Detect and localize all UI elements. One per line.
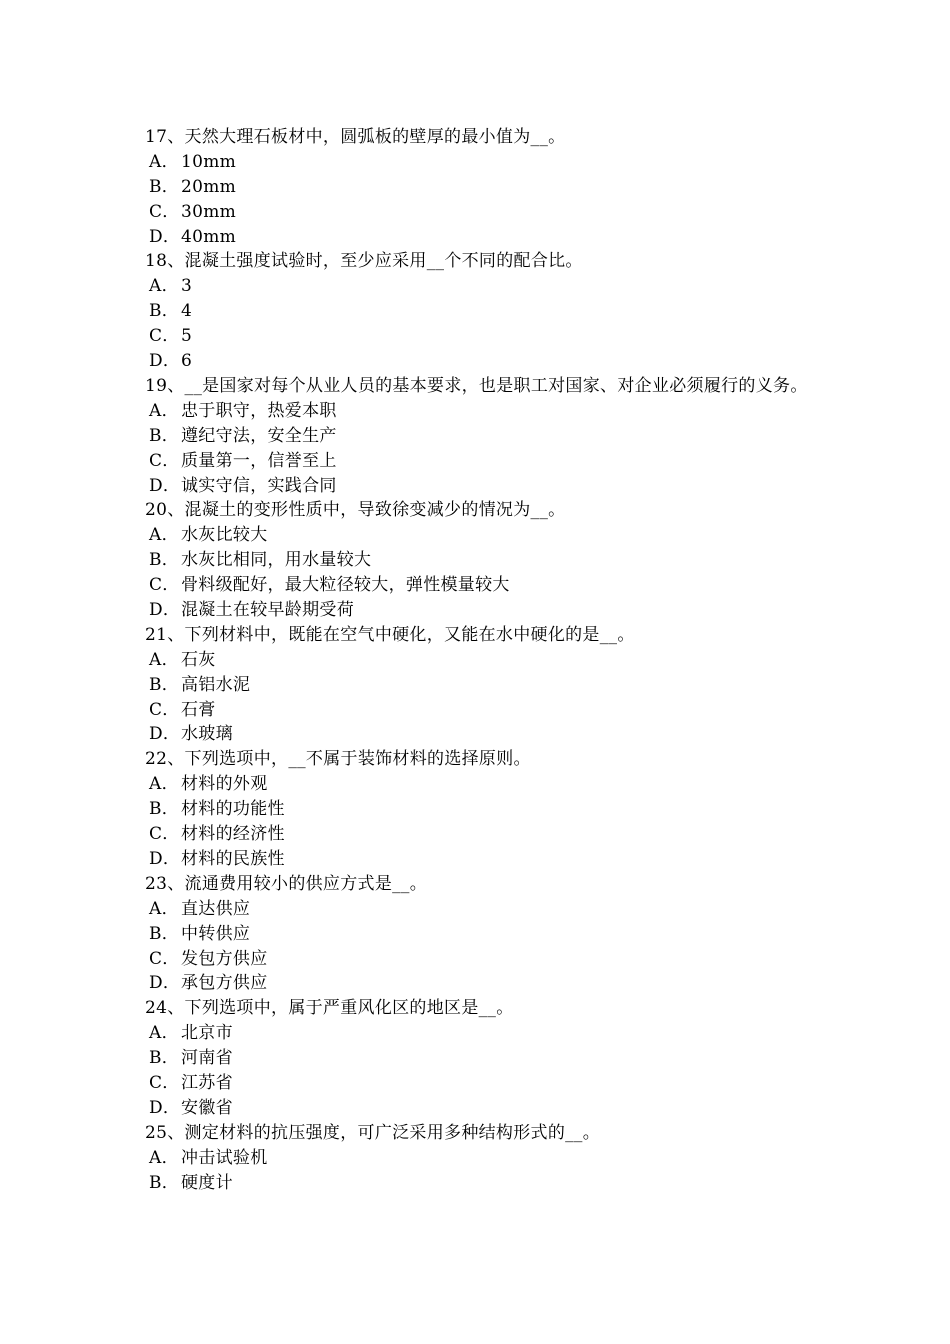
answer-option bbox=[145, 399, 815, 424]
option-letter: A． bbox=[149, 774, 179, 795]
option-letter: C． bbox=[149, 450, 180, 471]
option-text: 30mm bbox=[181, 201, 237, 222]
option-text: 遵纪守法，安全生产 bbox=[181, 425, 337, 446]
option-letter: C． bbox=[149, 1072, 180, 1093]
option-letter: B． bbox=[149, 674, 180, 695]
answer-option bbox=[145, 523, 815, 548]
option-letter: A． bbox=[149, 1023, 179, 1044]
answer-option bbox=[145, 474, 815, 499]
option-text: 4 bbox=[181, 301, 193, 322]
option-letter: B． bbox=[149, 799, 180, 820]
answer-option bbox=[145, 1096, 815, 1121]
question-stem: 17、天然大理石板材中，圆弧板的壁厚的最小值为__。 bbox=[145, 127, 566, 147]
option-text: 40mm bbox=[181, 226, 237, 247]
question-block bbox=[145, 374, 815, 498]
answer-option bbox=[145, 175, 815, 200]
option-text: 5 bbox=[181, 326, 193, 347]
option-text: 质量第一，信誉至上 bbox=[181, 450, 337, 471]
option-letter: A． bbox=[149, 649, 179, 670]
option-text: 河南省 bbox=[181, 1048, 233, 1069]
question-block bbox=[145, 1121, 815, 1196]
question-block bbox=[145, 249, 815, 373]
answer-option bbox=[145, 274, 815, 299]
option-letter: C． bbox=[149, 824, 180, 845]
answer-option bbox=[145, 1021, 815, 1046]
option-text: 北京市 bbox=[181, 1023, 233, 1044]
option-text: 石灰 bbox=[181, 649, 216, 670]
option-letter: B． bbox=[149, 923, 180, 944]
question-block bbox=[145, 498, 815, 622]
answer-option bbox=[145, 648, 815, 673]
question-stem: 21、下列材料中，既能在空气中硬化，又能在水中硬化的是__。 bbox=[145, 624, 635, 645]
answer-option bbox=[145, 971, 815, 996]
option-text: 水灰比较大 bbox=[181, 525, 268, 546]
option-letter: D． bbox=[149, 599, 181, 620]
answer-option bbox=[145, 847, 815, 872]
answer-option bbox=[145, 349, 815, 374]
option-letter: A． bbox=[149, 151, 179, 172]
answer-option bbox=[145, 424, 815, 449]
option-text: 水玻璃 bbox=[181, 724, 233, 745]
option-text: 中转供应 bbox=[181, 923, 251, 944]
question-stem: 25、测定材料的抗压强度，可广泛采用多种结构形式的__。 bbox=[145, 1122, 601, 1143]
option-text: 石膏 bbox=[181, 699, 216, 720]
option-text: 高铝水泥 bbox=[181, 674, 251, 695]
option-text: 诚实守信，实践合同 bbox=[181, 475, 337, 496]
question-block bbox=[145, 872, 815, 996]
answer-option bbox=[145, 449, 815, 474]
option-text: 10mm bbox=[181, 151, 237, 172]
question-block bbox=[145, 996, 815, 1120]
answer-option bbox=[145, 698, 815, 723]
option-letter: D． bbox=[149, 848, 181, 869]
question-block bbox=[145, 623, 815, 747]
answer-option bbox=[145, 324, 815, 349]
option-text: 硬度计 bbox=[181, 1172, 233, 1193]
answer-option bbox=[145, 1146, 815, 1171]
question-list bbox=[145, 125, 815, 1195]
question-block bbox=[145, 747, 815, 871]
option-letter: B． bbox=[149, 1048, 180, 1069]
answer-option bbox=[145, 922, 815, 947]
answer-option bbox=[145, 1046, 815, 1071]
option-text: 冲击试验机 bbox=[181, 1147, 268, 1168]
question-stem: 22、下列选项中，__不属于装饰材料的选择原则。 bbox=[145, 749, 531, 770]
option-text: 混凝土在较早龄期受荷 bbox=[181, 599, 354, 620]
answer-option bbox=[145, 1071, 815, 1096]
option-text: 6 bbox=[181, 351, 193, 372]
option-letter: B． bbox=[149, 550, 180, 571]
option-letter: D． bbox=[149, 973, 181, 994]
option-text: 材料的功能性 bbox=[181, 799, 285, 820]
answer-option bbox=[145, 299, 815, 324]
option-text: 水灰比相同，用水量较大 bbox=[181, 550, 372, 571]
option-letter: A． bbox=[149, 276, 179, 297]
answer-option bbox=[145, 1171, 815, 1196]
option-letter: D． bbox=[149, 1097, 181, 1118]
option-letter: B． bbox=[149, 1172, 180, 1193]
option-text: 材料的外观 bbox=[181, 774, 268, 795]
option-letter: B． bbox=[149, 176, 180, 197]
option-letter: D． bbox=[149, 226, 181, 247]
option-letter: A． bbox=[149, 525, 179, 546]
answer-option bbox=[145, 200, 815, 225]
option-letter: D． bbox=[149, 475, 181, 496]
answer-option bbox=[145, 548, 815, 573]
option-text: 20mm bbox=[181, 176, 237, 197]
answer-option bbox=[145, 225, 815, 250]
option-letter: D． bbox=[149, 724, 181, 745]
option-text: 安徽省 bbox=[181, 1097, 233, 1118]
option-letter: C． bbox=[149, 699, 180, 720]
answer-option bbox=[145, 573, 815, 598]
option-letter: C． bbox=[149, 948, 180, 969]
option-letter: D． bbox=[149, 351, 181, 372]
answer-option bbox=[145, 772, 815, 797]
answer-option bbox=[145, 150, 815, 175]
option-letter: C． bbox=[149, 326, 180, 347]
option-letter: C． bbox=[149, 201, 180, 222]
option-letter: B． bbox=[149, 301, 180, 322]
option-text: 3 bbox=[181, 276, 193, 297]
option-text: 直达供应 bbox=[181, 898, 251, 919]
option-text: 材料的民族性 bbox=[181, 848, 285, 869]
question-stem: 19、__是国家对每个从业人员的基本要求，也是职工对国家、对企业必须履行的义务。 bbox=[145, 375, 808, 396]
option-text: 忠于职守，热爱本职 bbox=[181, 400, 337, 421]
question-stem: 20、混凝土的变形性质中，导致徐变减少的情况为__。 bbox=[145, 500, 566, 521]
answer-option bbox=[145, 947, 815, 972]
answer-option bbox=[145, 598, 815, 623]
option-text: 发包方供应 bbox=[181, 948, 268, 969]
option-letter: C． bbox=[149, 575, 180, 596]
question-stem: 24、下列选项中，属于严重风化区的地区是__。 bbox=[145, 998, 514, 1019]
answer-option bbox=[145, 797, 815, 822]
option-text: 江苏省 bbox=[181, 1072, 233, 1093]
question-block bbox=[145, 125, 815, 249]
answer-option bbox=[145, 822, 815, 847]
question-stem: 18、混凝土强度试验时，至少应采用__个不同的配合比。 bbox=[145, 251, 583, 272]
option-text: 承包方供应 bbox=[181, 973, 268, 994]
option-letter: B． bbox=[149, 425, 180, 446]
question-stem: 23、流通费用较小的供应方式是__。 bbox=[145, 873, 428, 894]
option-letter: A． bbox=[149, 898, 179, 919]
option-text: 骨料级配好，最大粒径较大，弹性模量较大 bbox=[181, 575, 510, 596]
answer-option bbox=[145, 897, 815, 922]
option-letter: A． bbox=[149, 400, 179, 421]
answer-option bbox=[145, 722, 815, 747]
answer-option bbox=[145, 673, 815, 698]
option-text: 材料的经济性 bbox=[181, 824, 285, 845]
option-letter: A． bbox=[149, 1147, 179, 1168]
